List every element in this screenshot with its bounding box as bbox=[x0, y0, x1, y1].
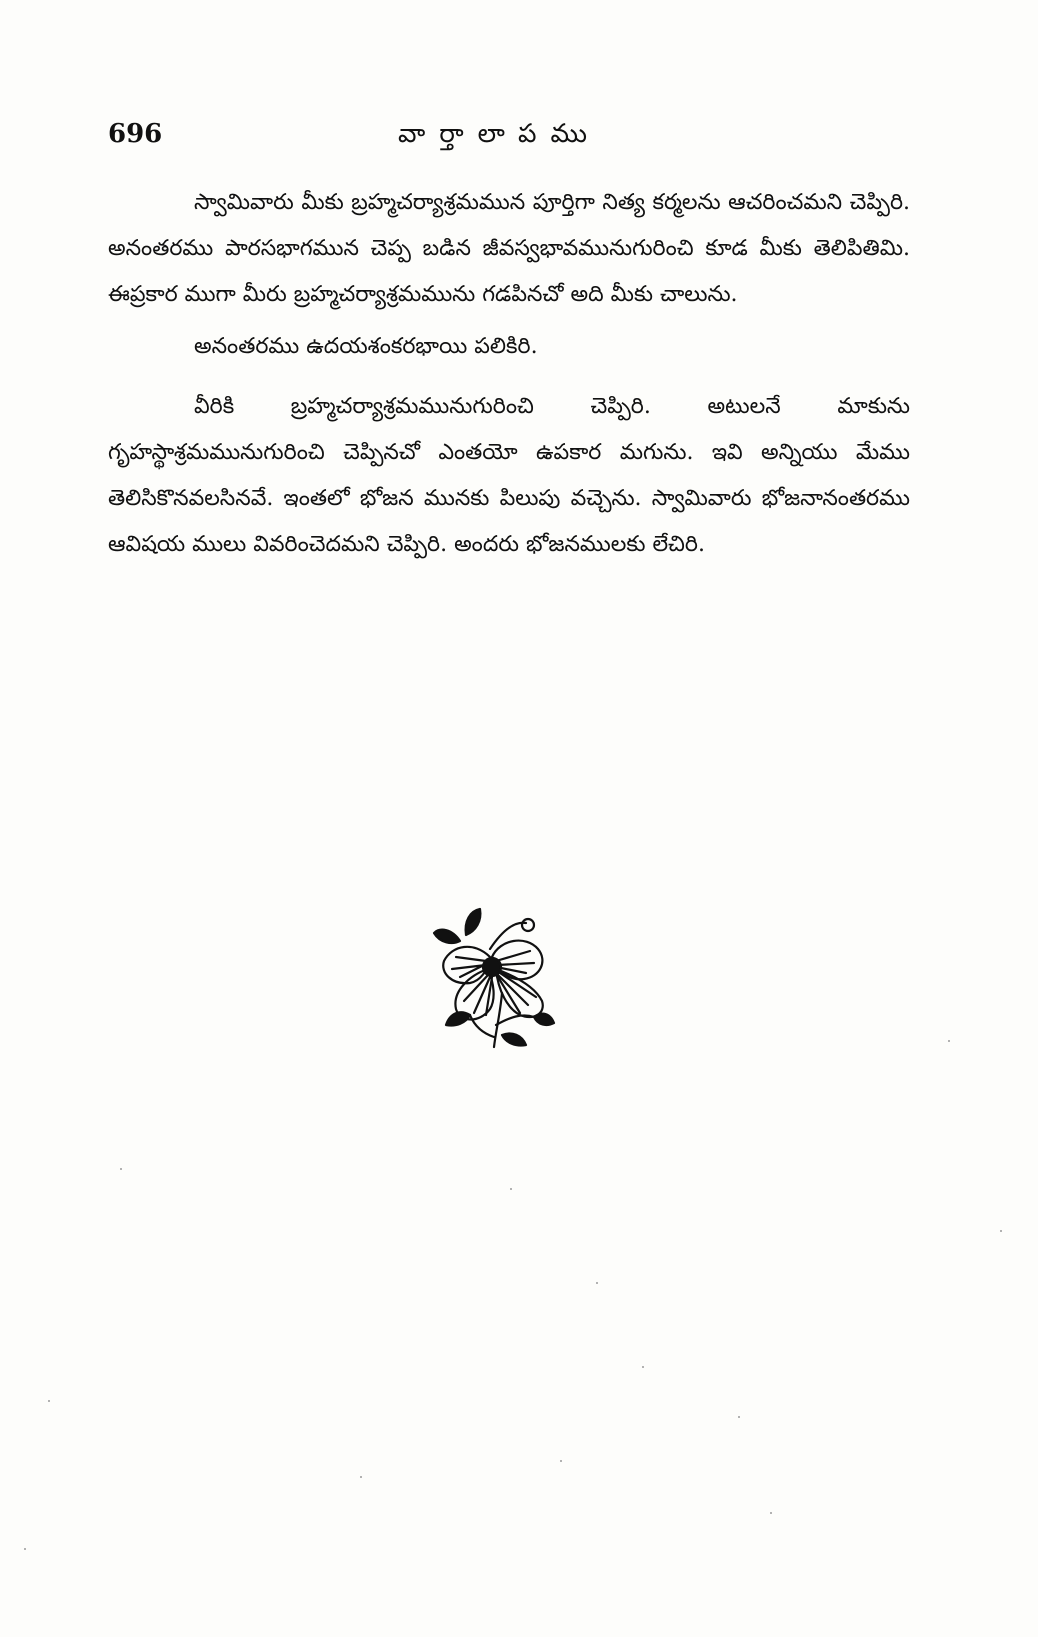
scan-speck bbox=[770, 1512, 772, 1514]
paragraph-2: అనంతరము ఉదయశంకరభాయి పలికిరి. bbox=[194, 334, 538, 359]
scan-speck bbox=[120, 1168, 122, 1170]
scan-speck bbox=[948, 1040, 950, 1042]
page-number: 696 bbox=[108, 119, 163, 149]
scan-speck bbox=[24, 1548, 26, 1550]
body-text bbox=[108, 180, 910, 582]
scan-speck bbox=[642, 1366, 644, 1368]
scan-speck bbox=[48, 1400, 50, 1402]
scan-speck bbox=[510, 1188, 512, 1190]
running-title: వార్తాలాపము bbox=[398, 119, 602, 149]
scan-speck bbox=[738, 1416, 740, 1418]
scan-speck bbox=[560, 1460, 562, 1462]
paragraph-1: స్వామివారు మీకు బ్రహ్మచర్యాశ్రమమున పూర్తిగా నిత్య కర్మలను ఆచరించమని చెప్పిరి. అనంతరము పారసభాగమున చెప్ప బడిన జీవస్వభావమునుగురించి కూడ మీకు తెలిపితిమి. ఈప్రకార ముగా మీరు బ్రహ్మచర్యాశ్రమమును గడపినచో అది మీకు చాలును. bbox=[108, 190, 910, 307]
scan-speck bbox=[596, 1282, 598, 1284]
scan-speck bbox=[360, 1476, 362, 1478]
scan-speck bbox=[1000, 1230, 1002, 1232]
page-header bbox=[108, 118, 918, 158]
flower-ornament-svg bbox=[430, 905, 560, 1055]
flower-ornament-icon bbox=[430, 905, 560, 1055]
paragraph-3: వీరికి బ్రహ్మచర్యాశ్రమమునుగురించి చెప్పిరి. అటులనే మాకును గృహస్థాశ్రమమునుగురించి చెప్పినచో ఎంతయో ఉపకార మగును. ఇవి అన్నియు మేము తెలిసికొనవలసినవే. ఇంతలో భోజన మునకు పిలుపు వచ్చెను. స్వామివారు భోజనానంతరము ఆవిషయ ములు వివరించెదమని చెప్పిరి. అందరు భోజనములకు లేచిరి. bbox=[108, 394, 910, 557]
